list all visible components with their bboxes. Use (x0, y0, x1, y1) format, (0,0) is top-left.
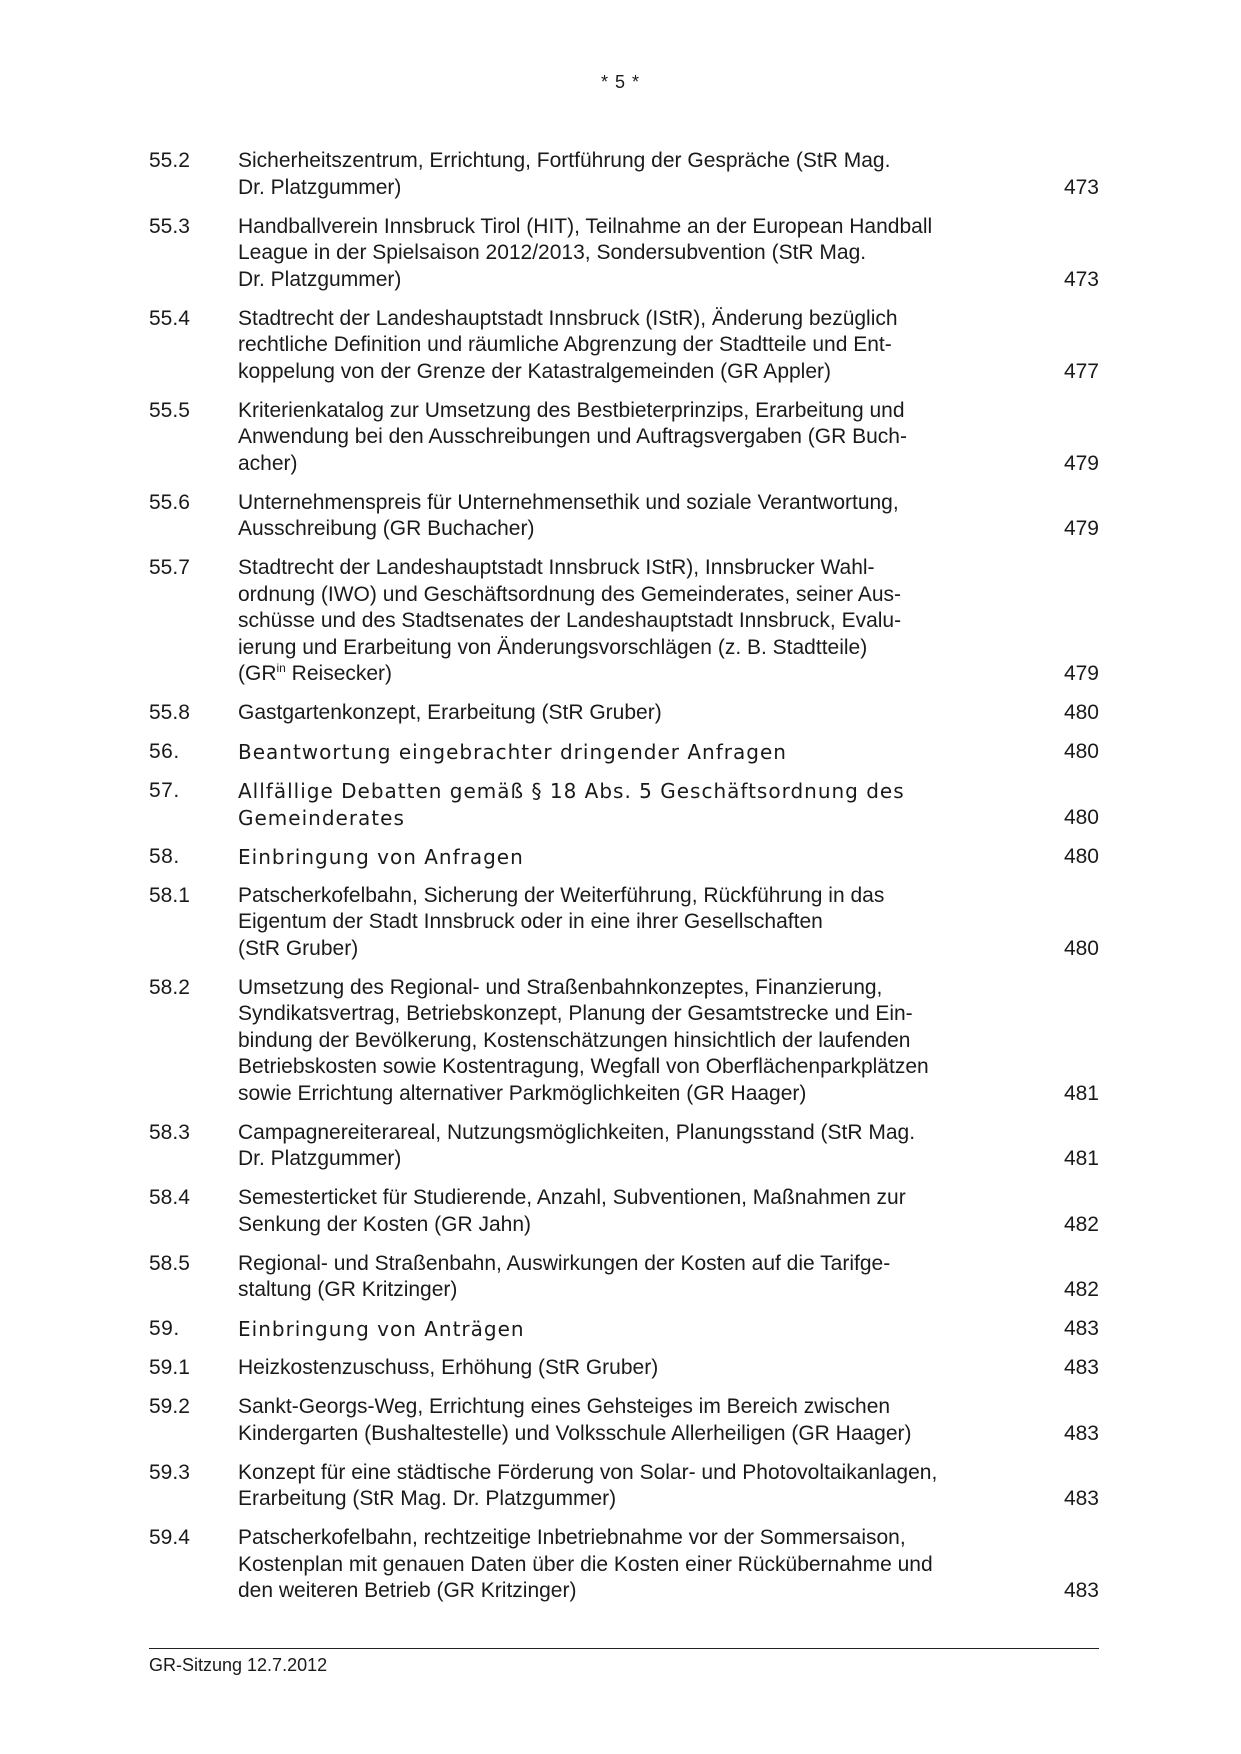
entry-title-line: Dr. Platzgummer) (238, 175, 402, 199)
entry-number: 59.2 (149, 1395, 190, 1418)
entry-title (238, 1394, 1022, 1447)
entry-number: 55.2 (149, 149, 190, 172)
toc-section-heading (149, 1316, 1099, 1343)
title-suffix: Reisecker) (285, 662, 393, 685)
entry-title-line: ierung und Erarbeitung von Änderungsvorschlägen (z. B. Stadtteile) (238, 635, 868, 659)
toc-entry (149, 700, 1099, 727)
entry-title-line: bindung der Bevölkerung, Kostenschätzungen hinsichtlich der laufenden (238, 1028, 911, 1052)
entry-number: 59.1 (149, 1356, 190, 1379)
entry-title-line: Semesterticket für Studierende, Anzahl, Subventionen, Maßnahmen zur (238, 1186, 906, 1209)
entry-title-line: Handballverein Innsbruck Tirol (HIT), Teilnahme an der European Handball (238, 214, 933, 238)
entry-title-line: Syndikatsvertrag, Betriebskonzept, Planung der Gesamtstrecke und Ein- (238, 1002, 913, 1025)
entry-title (238, 1355, 1022, 1382)
toc-entry (149, 1355, 1099, 1382)
entry-number: 55.3 (149, 214, 190, 238)
toc-entry (149, 1394, 1099, 1447)
entry-title (238, 883, 1022, 963)
entry-title (238, 844, 1022, 871)
title-prefix: (GR (238, 662, 277, 685)
entry-title-line: Regional- und Straßenbahn, Auswirkungen der Kosten auf die Tarifge- (238, 1251, 891, 1275)
page-ref: 473 (1063, 175, 1099, 199)
entry-number: 58.4 (149, 1186, 190, 1209)
entry-title (238, 555, 1022, 688)
toc-entry (149, 1185, 1099, 1238)
page-ref: 481 (1063, 1147, 1099, 1170)
entry-title-line: Anwendung bei den Ausschreibungen und Auftragsvergaben (GR Buch- (238, 425, 907, 448)
entry-title-line: Gemeinderates (238, 805, 405, 830)
entry-title-line: (StR Gruber) (238, 936, 359, 960)
page-ref: 482 (1063, 1212, 1099, 1236)
entry-title-line: Betriebskosten sowie Kostentragung, Wegfall von Oberflächenparkplätzen (238, 1055, 929, 1078)
entry-title-line: Kindergarten (Bushaltestelle) und Volksschule Allerheiligen (GR Haager) (238, 1421, 912, 1445)
entry-number: 57. (149, 779, 180, 802)
toc-entry (149, 975, 1099, 1108)
toc-entry (149, 1120, 1099, 1173)
entry-title (238, 306, 1022, 386)
entry-title-line: Eigentum der Stadt Innsbruck oder in eine ihrer Gesellschaften (238, 910, 823, 933)
entry-title-line: Kriterienkatalog zur Umsetzung des Bestbieterprinzips, Erarbeitung und (238, 398, 905, 422)
entry-title-line: ordnung (IWO) und Geschäftsordnung des Gemeinderates, seiner Aus- (238, 582, 902, 606)
entry-title-line: Dr. Platzgummer) (238, 1147, 402, 1170)
page-ref: 481 (1063, 1081, 1099, 1105)
toc-section-heading (149, 739, 1099, 766)
toc-entry (149, 1460, 1099, 1513)
entry-title-line: Dr. Platzgummer) (238, 267, 402, 291)
toc-entry (149, 883, 1099, 963)
entry-number: 59.3 (149, 1460, 190, 1484)
entry-title (238, 1316, 1022, 1343)
table-of-contents (149, 148, 1099, 1617)
page-ref: 483 (1063, 1421, 1099, 1445)
entry-title-line: Patscherkofelbahn, rechtzeitige Inbetriebnahme vor der Sommersaison, (238, 1526, 906, 1549)
page-ref: 483 (1063, 1317, 1099, 1340)
entry-title-line: Erarbeitung (StR Mag. Dr. Platzgummer) (238, 1487, 617, 1510)
entry-title (238, 214, 1022, 294)
entry-title-line: den weiteren Betrieb (GR Kritzinger) (238, 1579, 577, 1602)
footer-divider (149, 1648, 1099, 1649)
title-superscript: in (276, 661, 286, 675)
entry-title-line: Patscherkofelbahn, Sicherung der Weiterführung, Rückführung in das (238, 883, 885, 907)
entry-title (238, 148, 1022, 201)
entry-title (238, 1185, 1022, 1238)
entry-title (238, 739, 1022, 766)
entry-number: 55.6 (149, 490, 190, 514)
entry-title-line: Heizkostenzuschuss, Erhöhung (StR Gruber) (238, 1356, 659, 1379)
entry-title-line: acher) (238, 451, 298, 475)
page-number: * 5 * (600, 72, 641, 92)
entry-number: 59. (149, 1317, 180, 1340)
entry-title-line: Stadtrecht der Landeshauptstadt Innsbruck (IStR), Änderung bezüglich (238, 306, 898, 330)
entry-number: 58.3 (149, 1120, 190, 1144)
entry-title-line: Campagnereiterareal, Nutzungsmöglichkeiten, Planungsstand (StR Mag. (238, 1120, 916, 1144)
entry-title-line: Stadtrecht der Landeshauptstadt Innsbruck IStR), Innsbrucker Wahl- (238, 556, 875, 579)
entry-number: 58.1 (149, 883, 190, 907)
page-ref: 479 (1063, 662, 1099, 685)
page-ref: 480 (1063, 805, 1099, 829)
entry-title (238, 778, 1022, 831)
entry-title-line (238, 661, 1022, 688)
entry-title-line: Gastgartenkonzept, Erarbeitung (StR Gruber) (238, 701, 662, 724)
entry-title (238, 1460, 1022, 1513)
page-ref: 480 (1063, 844, 1099, 868)
toc-entry (149, 214, 1099, 294)
toc-entry (149, 1251, 1099, 1304)
entry-number: 55.4 (149, 306, 190, 330)
entry-title-line: Einbringung von Anfragen (238, 844, 524, 869)
entry-title-line: Konzept für eine städtische Förderung von Solar- und Photovoltaikanlagen, (238, 1460, 938, 1484)
toc-entry (149, 306, 1099, 386)
page-ref: 479 (1063, 517, 1099, 540)
entry-title-line: Sankt-Georgs-Weg, Errichtung eines Gehsteiges im Bereich zwischen (238, 1395, 891, 1418)
entry-title-line: schüsse und des Stadtsenates der Landeshauptstadt Innsbruck, Evalu- (238, 609, 902, 632)
entry-title-line: Kostenplan mit genauen Daten über die Kosten einer Rückübernahme und (238, 1552, 933, 1576)
entry-title-line: League in der Spielsaison 2012/2013, Sondersubvention (StR Mag. (238, 241, 867, 264)
page-ref: 479 (1063, 451, 1099, 475)
entry-number: 55.5 (149, 398, 190, 422)
entry-title-line: Umsetzung des Regional- und Straßenbahnkonzeptes, Finanzierung, (238, 975, 883, 999)
toc-entry (149, 398, 1099, 478)
entry-title (238, 398, 1022, 478)
toc-section-heading (149, 778, 1099, 831)
page-ref: 483 (1063, 1356, 1099, 1379)
toc-entry (149, 148, 1099, 201)
entry-title-line: sowie Errichtung alternativer Parkmöglichkeiten (GR Haager) (238, 1081, 807, 1105)
entry-title-line: Allfällige Debatten gemäß § 18 Abs. 5 Geschäftsordnung des (238, 779, 905, 803)
entry-number: 58. (149, 844, 180, 868)
entry-title (238, 1525, 1022, 1605)
footer-text: GR-Sitzung 12.7.2012 (149, 1655, 328, 1675)
entry-title-line: staltung (GR Kritzinger) (238, 1278, 458, 1301)
entry-number: 58.2 (149, 975, 190, 999)
entry-title-line: rechtliche Definition und räumliche Abgrenzung der Stadtteile und Ent- (238, 333, 892, 356)
entry-title (238, 1251, 1022, 1304)
page-ref: 482 (1063, 1278, 1099, 1301)
entry-title-line: Einbringung von Anträgen (238, 1317, 525, 1341)
page-ref: 477 (1063, 359, 1099, 383)
entry-number: 55.7 (149, 556, 190, 579)
toc-entry (149, 555, 1099, 688)
entry-title-line: Sicherheitszentrum, Errichtung, Fortführung der Gespräche (StR Mag. (238, 149, 891, 172)
page-ref: 483 (1063, 1579, 1099, 1602)
page-ref: 480 (1063, 740, 1099, 763)
entry-title-line: Beantwortung eingebrachter dringender Anfragen (238, 740, 787, 764)
toc-entry (149, 490, 1099, 543)
page-ref: 473 (1063, 267, 1099, 291)
entry-title (238, 490, 1022, 543)
entry-number: 55.8 (149, 701, 190, 724)
entry-title-line: Unternehmenspreis für Unternehmensethik und soziale Verantwortung, (238, 490, 899, 514)
entry-title-line: Ausschreibung (GR Buchacher) (238, 517, 535, 540)
entry-number: 56. (149, 740, 180, 763)
entry-number: 58.5 (149, 1251, 190, 1275)
entry-number: 59.4 (149, 1526, 190, 1549)
page-ref: 483 (1063, 1487, 1099, 1510)
page-ref: 480 (1063, 936, 1099, 960)
entry-title (238, 700, 1022, 727)
entry-title (238, 975, 1022, 1108)
entry-title-line: koppelung von der Grenze der Katastralgemeinden (GR Appler) (238, 359, 832, 383)
entry-title (238, 1120, 1022, 1173)
page-ref: 480 (1063, 701, 1099, 724)
toc-entry (149, 1525, 1099, 1605)
entry-title-line: Senkung der Kosten (GR Jahn) (238, 1212, 531, 1236)
toc-section-heading (149, 844, 1099, 871)
